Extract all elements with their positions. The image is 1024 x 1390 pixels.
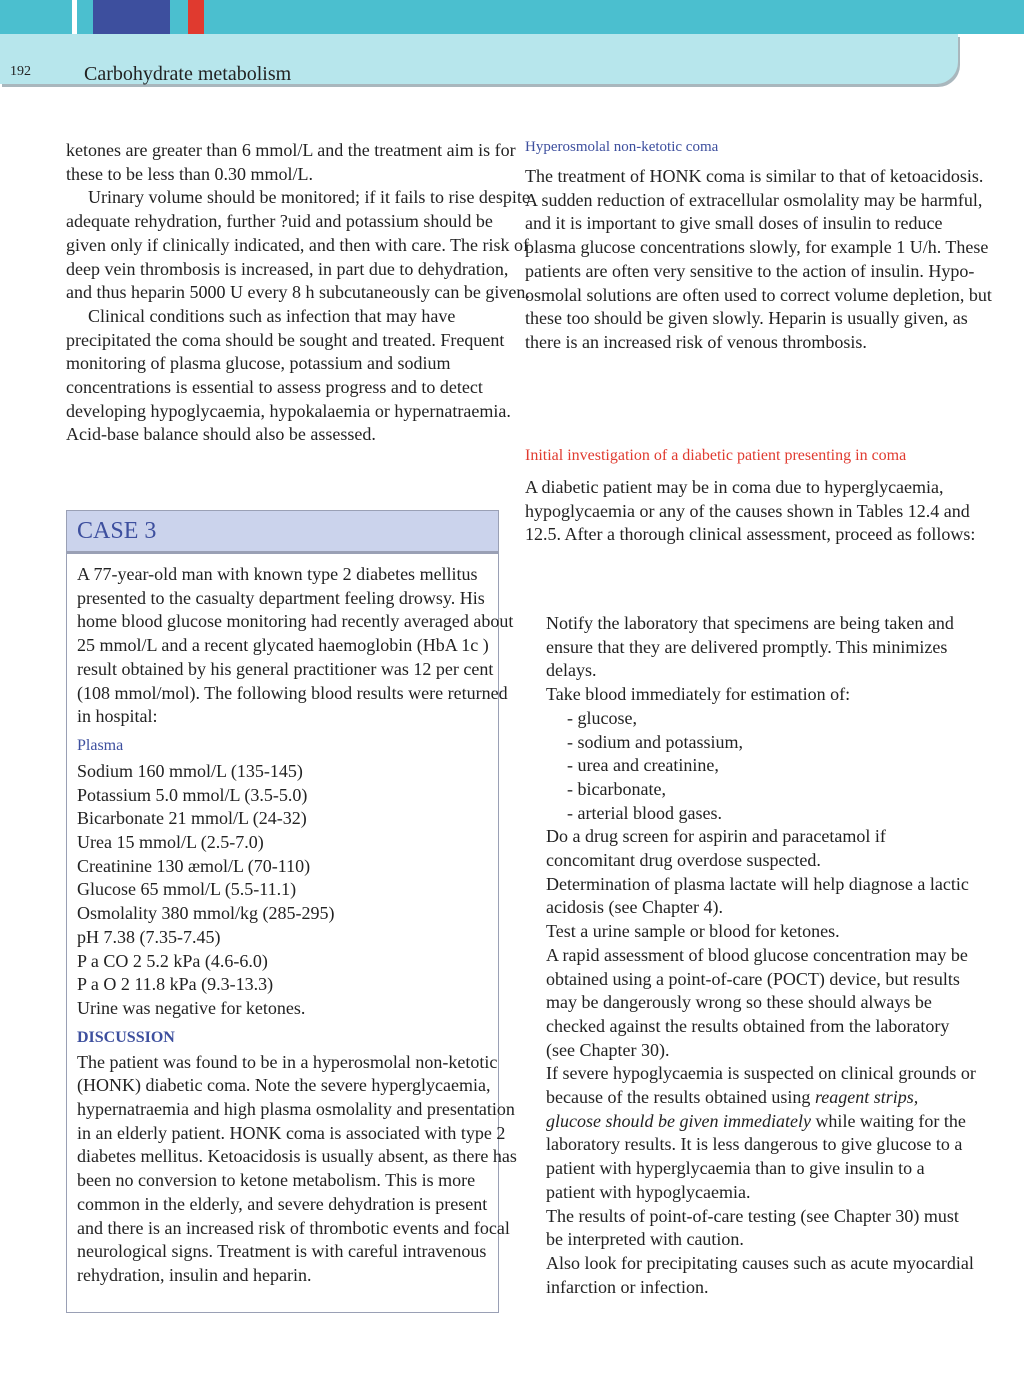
left-paragraph-3: Clinical conditions such as infection that may have precipitated the coma should be sought and treated. Frequent monitoring of plasma glucose, potassium and sodium concentrations is essential to assess progress and to detect developing hypoglycaemia, hypokalaemia or hypernatraemia. Acid-base balance should also be assessed. [66, 305, 511, 445]
discussion-text: The patient was found to be in a hyperosmolal non-ketotic (HONK) diabetic coma. Note the severe hyperglycaemia, hypernatraemia and high plasma osmolality and presentation in an elderly patient. HONK coma is associated with type 2 diabetes mellitus. Ketoacidosis is usually absent, as there has been no conversion to ketone metabolism. This is more common in the elderly, and severe dehydration is present and there is an increased risk of thrombotic events and focal neurological signs. Treatment is with careful intravenous rehydration, insulin and heparin. [77, 1051, 517, 1285]
step-urine: Test a urine sample or blood for ketones. [546, 921, 840, 942]
test-item: - sodium and potassium, [567, 731, 743, 752]
left-column [66, 139, 536, 447]
plasma-label: Plasma [77, 736, 124, 754]
running-head: Carbohydrate metabolism [84, 63, 292, 85]
step-precipitating: Also look for precipitating causes such as acute myocardial infarction or infection. [546, 1252, 974, 1297]
honk-heading: Hyperosmolal non-ketotic coma [525, 139, 719, 155]
lab-result: Bicarbonate 21 mmol/L (24-32) [77, 808, 307, 829]
lab-result: Urine was negative for ketones. [77, 997, 306, 1018]
left-paragraph-2: Urinary volume should be monitored; if it fails to rise despite adequate rehydration, further ?uid and potassium should be given only if clinically indicated, and then with care. The risk of deep vein thrombosis is increased, in part due to dehydration, and thus heparin 5000 U every 8 h subcutaneously can be given. [66, 187, 530, 303]
test-item: - bicarbonate, [567, 778, 666, 799]
step-hypoglycaemia [546, 1062, 976, 1204]
hypo-text-italic: reagent strips, glucose should be given immediately [546, 1087, 919, 1131]
lab-result: Sodium 160 mmol/L (135-145) [77, 760, 303, 781]
investigation-steps [546, 612, 976, 1299]
header-stripe-white [72, 0, 77, 34]
test-item: - glucose, [567, 707, 637, 728]
step-drug-screen: Do a drug screen for aspirin and paracetamol if concomitant drug overdose suspected. [546, 826, 886, 871]
lab-result: Osmolality 380 mmol/kg (285-295) [77, 903, 335, 924]
step-poct-results: The results of point-of-care testing (see Chapter 30) must be interpreted with caution. [546, 1205, 959, 1250]
case-intro: A 77-year-old man with known type 2 diabetes mellitus presented to the casualty department feeling drowsy. His home blood glucose monitoring had recently averaged about 25 mmol/L and a recent glycated haemoglobin (HbA 1c ) result obtained by his general practitioner was 12 per cent (108 mmol/mol). The following blood results were returned in hospital: [77, 564, 514, 727]
step-poct: A rapid assessment of blood glucose concentration may be obtained using a point-of-care (POCT) device, but results may be dangerously wrong so these should always be checked against the results obtained from the laboratory (see Chapter 30). [546, 944, 968, 1060]
test-item: - arterial blood gases. [567, 802, 722, 823]
page-number: 192 [10, 64, 31, 79]
discussion-label: DISCUSSION [77, 1028, 175, 1046]
test-item: - urea and creatinine, [567, 755, 719, 776]
hypo-text-a: If severe hypoglycaemia is suspected on clinical grounds or because of the results obtained using [546, 1063, 976, 1108]
lab-result: Creatinine 130 æmol/L (70-110) [77, 855, 311, 876]
lab-result: Potassium 5.0 mmol/L (3.5-5.0) [77, 784, 308, 805]
header-block-navy [93, 0, 170, 34]
lab-result: P a CO 2 5.2 kPa (4.6-6.0) [77, 950, 268, 971]
lab-result: pH 7.38 (7.35-7.45) [77, 926, 221, 947]
investigation-heading: Initial investigation of a diabetic patient presenting in coma [525, 447, 907, 464]
lab-result: P a O 2 11.8 kPa (9.3-13.3) [77, 974, 274, 995]
lab-results [77, 760, 517, 1021]
step-notify: Notify the laboratory that specimens are being taken and ensure that they are delivered promptly. This minimizes delays. [546, 613, 954, 681]
step-take-blood: Take blood immediately for estimation of: [546, 684, 851, 705]
hypo-text-b: while waiting for the laboratory results. It is less dangerous to give glucose to a patient with hyperglycaemia than to give insulin to a patient with hypoglycaemia. [546, 1110, 966, 1202]
step-lactate: Determination of plasma lactate will help diagnose a lactic acidosis (see Chapter 4). [546, 873, 969, 918]
investigation-intro: A diabetic patient may be in coma due to hyperglycaemia, hypoglycaemia or any of the causes shown in Tables 12.4 and 12.5. After a thorough clinical assessment, proceed as follows: [525, 477, 976, 545]
honk-section [525, 137, 995, 355]
investigation-section [525, 445, 995, 547]
honk-text: The treatment of HONK coma is similar to that of ketoacidosis. A sudden reduction of extracellular osmolality may be harmful, and it is important to give small doses of insulin to reduce plasma glucose concentrations slowly, for example 1 U/h. These patients are often very sensitive to the action of insulin. Hypo-osmolal solutions are often used to correct volume depletion, but these too should be given slowly. Heparin is usually given, as there is an increased risk of venous thrombosis. [525, 166, 992, 352]
case-box [66, 510, 517, 1313]
case-title: CASE 3 [67, 511, 498, 554]
lab-result: Glucose 65 mmol/L (5.5-11.1) [77, 879, 297, 900]
left-paragraph-1: ketones are greater than 6 mmol/L and the treatment aim is for these to be less than 0.30 mmol/L. [66, 140, 516, 184]
header-block-red [188, 0, 204, 34]
case-body [77, 563, 517, 1288]
lab-result: Urea 15 mmol/L (2.5-7.0) [77, 832, 264, 853]
